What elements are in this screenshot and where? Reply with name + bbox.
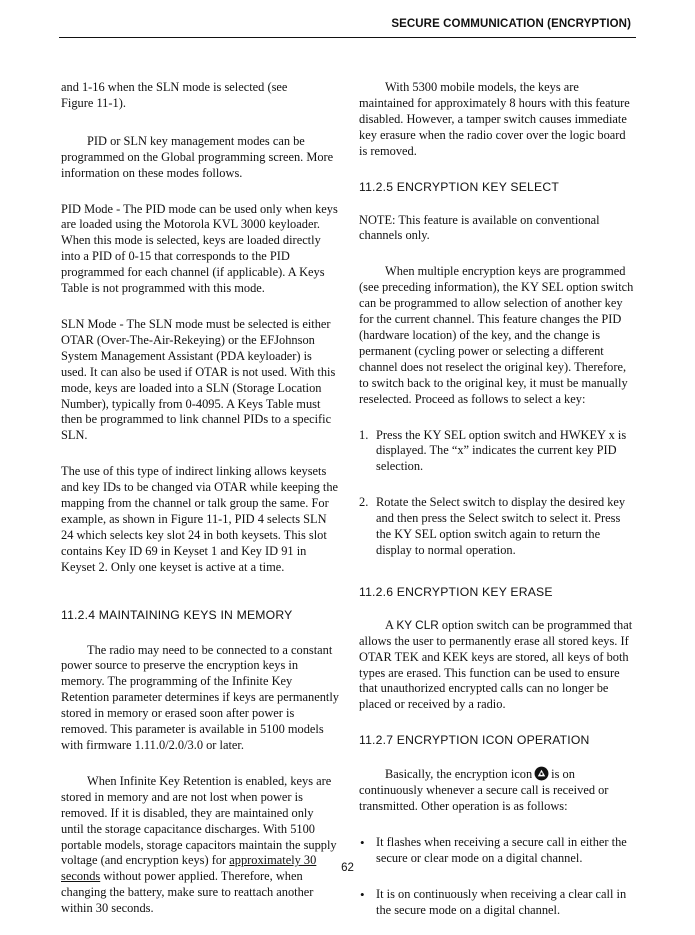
bullet-icon: • — [360, 835, 365, 850]
list-item — [359, 428, 635, 476]
list-text: Press the KY SEL option switch and HWKEY x is displayed. The “x” indicates the current key PID selection. — [376, 427, 627, 474]
list-item — [359, 495, 635, 559]
text-span: is on continuously whenever a secure call is received or transmitted. Other operation is as follows: — [359, 767, 609, 814]
section-heading: 11.2.4 MAINTAINING KEYS IN MEMORY — [61, 607, 293, 622]
page-number: 62 — [341, 862, 354, 874]
paragraph: The use of this type of indirect linking allows keysets and key IDs to be changed via OTAR while keeping the mapping from the channel or talk group the same. For example, as shown in Figure 11-1, PID 4 selects SLN 24 which selects key slot 24 in both keysets. This slot contains Key ID 69 in Keyset 1 and Key ID 91 in Keyset 2. Only one keyset is active at a time. — [61, 464, 339, 574]
section-heading: 11.2.6 ENCRYPTION KEY ERASE — [359, 584, 553, 599]
text-span: option switch can be programmed that allows the user to permanently erase all stored keys. If OTAR TEK and KEK keys are stored, all keys of both types are erased. This function can be used to ensure that unauthorized encrypted calls can no longer be placed or received by a radio. — [359, 617, 633, 712]
underlined-text: approximately 30 seconds — [61, 853, 317, 884]
paragraph: When multiple encryption keys are programmed (see preceding information), the KY SEL option switch can be programmed to allow selection of another key for the current channel. This feature changes the PID (hardware location) of the key, and the change is permanent (cycling power or selecting a different channel does not reselect the original key). Therefore, to switch back to the original key, it must be manually reselected. Proceed as follows to select a key: — [359, 264, 634, 406]
text-span: A — [385, 617, 394, 632]
list-item — [359, 887, 635, 919]
encryption-icon — [534, 766, 549, 781]
text-line: and 1-16 when the SLN mode is selected (see — [61, 80, 288, 94]
paragraph — [61, 80, 339, 112]
list-text: Rotate the Select switch to display the desired key and then press the Select switch to select it. Press the KY SEL option switch again to return the display to normal operation. — [376, 495, 626, 557]
list-text: It flashes when receiving a secure call in either the secure or clear mode on a digital channel. — [376, 835, 627, 865]
numbered-list — [359, 428, 635, 559]
paragraph: SLN Mode - The SLN mode must be selected is either OTAR (Over-The-Air-Rekeying) or the EFJohnson System Management Assistant (PDA keyloader) is used. It can also be used if OTAR is not used. With this mode, keys are loaded into a SLN (Storage Location Number), typically from 0-4095. A Keys Table must then be programmed to link channel PIDs to a specific SLN. — [61, 316, 336, 443]
running-header: SECURE COMMUNICATION (ENCRYPTION) — [391, 18, 631, 30]
bullet-icon: • — [360, 886, 365, 902]
list-number: 2. — [359, 495, 369, 510]
text-span: When Infinite Key Retention is enabled, keys are stored in memory and are not lost when power is removed. If it is disabled, they are maintained only until the storage capacitance discharges. With 5100 portable models, storage capacitors maintain the supply voltage (and encryption keys) for — [61, 773, 337, 868]
text-span: Basically, the encryption icon — [385, 767, 533, 782]
list-text: It is on continuously when receiving a clear call in the secure mode on a digital channel. — [376, 886, 627, 917]
note: NOTE: This feature is available on conventional channels only. — [359, 212, 600, 243]
paragraph: PID Mode - The PID mode can be used only when keys are loaded using the Motorola KVL 3000 keyloader. When this mode is selected, keys are loaded directly into a PID of 0-15 that corresponds to the PID programmed for each channel (if applicable). A Keys Table is not programmed with this mode. — [61, 201, 338, 296]
list-number: 1. — [359, 427, 369, 442]
section-heading: 11.2.7 ENCRYPTION ICON OPERATION — [359, 733, 590, 748]
bullet-list — [359, 835, 635, 919]
paragraph — [61, 774, 339, 917]
left-column — [61, 80, 339, 933]
paragraph — [359, 618, 635, 713]
switch-name: KY CLR — [396, 617, 439, 632]
header-rule — [59, 37, 636, 38]
right-column — [359, 80, 635, 935]
paragraph: With 5300 mobile models, the keys are maintained for approximately 8 hours with this feature disabled. However, a tamper switch causes immediate key erasure when the radio cover over the logic board is removed. — [359, 80, 630, 158]
text-line: Figure 11-1). — [61, 95, 126, 110]
text-span: without power applied. Therefore, when changing the battery, make sure to reattach another within 30 seconds. — [61, 869, 314, 916]
paragraph: PID or SLN key management modes can be programmed on the Global programming screen. More information on these modes follows. — [61, 133, 334, 180]
paragraph — [359, 766, 635, 815]
section-heading: 11.2.5 ENCRYPTION KEY SELECT — [359, 179, 559, 194]
paragraph: The radio may need to be connected to a constant power source to preserve the encryption keys in memory. The programming of the Infinite Key Retention parameter determines if keys are permanently stored in memory or erased soon after power is removed. This parameter is available in 5100 models with firmware 1.11.0/2.0/3.0 or later. — [61, 642, 339, 752]
